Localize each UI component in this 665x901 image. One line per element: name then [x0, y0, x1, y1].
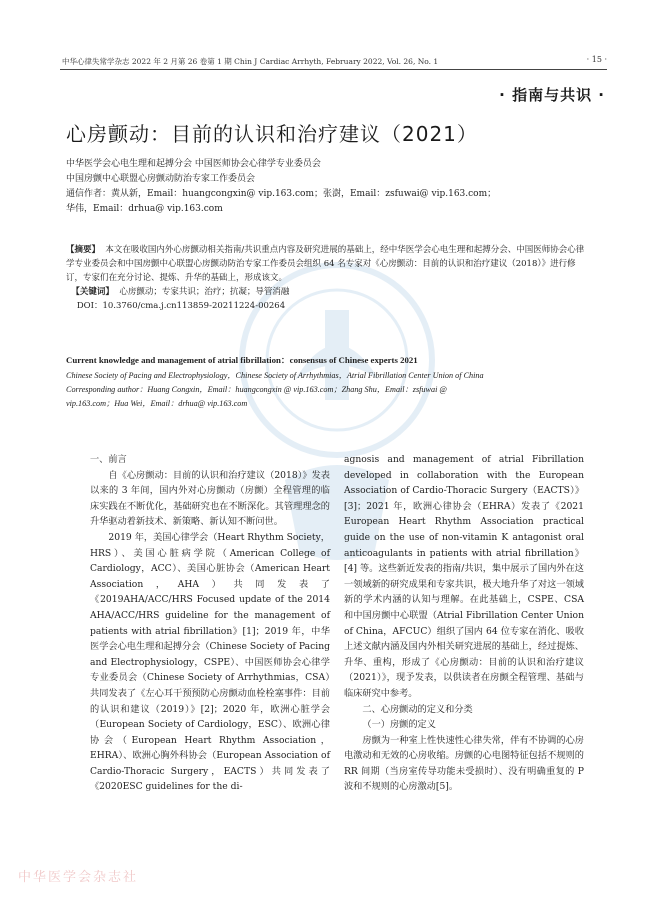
- abstract-text: 本文在吸收国内外心房颤动相关指南/共识重点内容及研究进展的基础上，经中华医学会心电生理和起搏分会、中国医师协会心律学专业委员会和中国房颤中心联盟心房颤动防治专家工作委员会组织 64 名专家对《心房颤动：目前的认识和治疗建议（2018）》进行修订，专家们在充分讨论、提炼、升华的基础上，形成该文。: [66, 245, 585, 283]
- body-paragraph: 2019 年，美国心律学会（Heart Rhythm Society，HRS）、美国心脏病学院（American College of Cardiology，ACC）、美国心脏协会（American Heart Association，AHA）共同发表了《2019AHA/ACC/HRS Focused update of the 2014 AHA/ACC/HRS guideline for the management of patients with atrial fibrillation》[1]；2019 年，中华医学会心电生理和起搏分会（Chinese Society of Pacing and Electrophysiology，CSPE）、中国医师协会心律学专业委员会（Chinese Society of Arrhythmias，CSA）共同发表了《左心耳干预预防心房颤动血栓栓塞事件：目前的认识和建议（2019）》[2]；2020 年，欧洲心脏学会（European Society of Cardiology，ESC）、欧洲心律协会（European Heart Rhythm Association，EHRA）、欧洲心胸外科协会（European Association of Cardio-Thoracic Surgery，EACTS）共同发表了《2020ESC guidelines for the di-: [90, 531, 330, 793]
- journal-header: 中华心律失常学杂志 2022 年 2 月第 26 卷第 1 期 Chin J Cardiac Arrhyth, February 2022, Vol. 26, No. 1: [62, 57, 439, 66]
- body-column-left: [90, 452, 330, 795]
- abstract-paragraph: [66, 243, 590, 285]
- subsection-heading: （一）房颤的定义: [362, 719, 436, 731]
- abstract-label: 【摘要】: [66, 245, 101, 255]
- author-block: [66, 157, 496, 217]
- english-abstract-block: [66, 353, 600, 411]
- author-line-1: 中华医学会心电生理和起搏分会 中国医师协会心律学专业委员会: [66, 159, 321, 169]
- body-column-right: [344, 452, 584, 795]
- publisher-logo: [18, 866, 298, 888]
- correspondence-line-2: 华伟，Email：drhua@ vip.163.com: [66, 204, 223, 214]
- english-corresponding-1: Corresponding author：Huang Congxin，Email：huangcongxin @ vip.163.com；Zhang Shu，Email：zsfuwai @: [66, 385, 447, 394]
- keywords-text: 心房颤动；专家共识；治疗；抗凝；导管消融: [119, 287, 290, 297]
- body-paragraph: 房颤为一种室上性快速性心律失常，伴有不协调的心房电激动和无效的心房收缩。房颤的心电图特征包括不规则的 RR 间期（当房室传导功能未受损时）、没有明确重复的 P 波和不规则的心房激动[5]。: [344, 734, 584, 793]
- english-corresponding-2: vip.163.com；Hua Wei，Email：drhua@ vip.163.com: [66, 399, 248, 408]
- keywords-label: 【关键词】: [71, 287, 114, 297]
- english-affiliation: Chinese Society of Pacing and Electrophysiology，Chinese Society of Arrhythmias，Atrial Fibrillation Center Union of China: [66, 371, 484, 380]
- body-paragraph: agnosis and management of atrial Fibrillation developed in collaboration with the European Association of Cardio-Thoracic Surgery（EACTS）》[3]；2021 年，欧洲心律协会（EHRA）发表了《2021 European Heart Rhythm Association practical guide on the use of non-vitamin K antagonist oral anticoagulants in patients with atrial fibrillation》[4] 等。这些新近发表的指南/共识，集中展示了国内外在这一领域新的研究成果和专家共识，极大地升华了对这一领域新的学术内涵的认知与理解。在此基础上，CSPE、CSA 和中国房颤中心联盟（Atrial Fibrillation Center Union of China，AFCUC）组织了国内 64 位专家在消化、吸收上述文献内涵及国内外相关研究进展的基础上，经过提炼、升华、重构，形成了《心房颤动：目前的认识和治疗建议（2021）》，现予发表，以供读者在房颤全程管理、基础与临床研究中参考。: [344, 454, 584, 699]
- header-rule: [60, 69, 607, 70]
- keywords-paragraph: [66, 285, 590, 299]
- author-line-2: 中国房颤中心联盟心房颤动防治专家工作委员会: [66, 174, 256, 184]
- body-paragraph: 自《心房颤动：目前的认识和治疗建议（2018）》发表以来的 3 年间，国内外对心房颤动（房颤）全程管理的临床实践在不断优化，基础研究也在不断深化。其管理理念的升华驱动着新技术、新策略、新认知不断问世。: [90, 469, 330, 528]
- section-heading-definition: 二、心房颤动的定义和分类: [362, 703, 473, 715]
- section-label: · 指南与共识 ·: [499, 86, 605, 104]
- doi-paragraph: [66, 299, 590, 313]
- publisher-logo-text: 中华医学会杂志社: [18, 870, 139, 885]
- abstract-block: [66, 243, 590, 313]
- article-title: 心房颤动：目前的认识和治疗建议（2021）: [66, 122, 478, 146]
- page-number: · 15 ·: [586, 55, 607, 64]
- section-heading-preface: 一、前言: [90, 454, 127, 465]
- english-title: Current knowledge and management of atrial fibrillation：consensus of Chinese experts 2021: [66, 355, 418, 365]
- correspondence-line-1: 通信作者：黄从新，Email：huangcongxin@ vip.163.com；张澍，Email：zsfuwai@ vip.163.com；: [66, 189, 497, 199]
- doi-text: DOI：10.3760/cma.j.cn113859-20211224-00264: [76, 301, 286, 311]
